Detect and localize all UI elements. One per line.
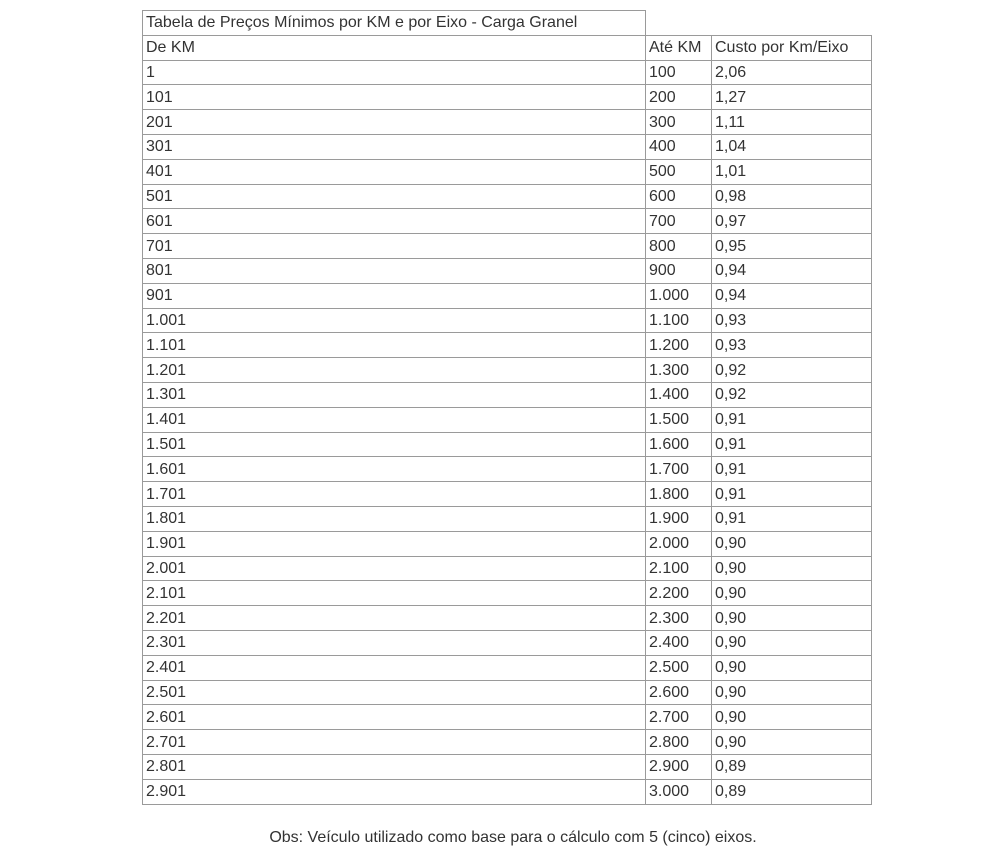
cell-ate-km: 1.000 xyxy=(646,283,712,308)
table-row xyxy=(143,85,872,110)
table-row xyxy=(143,606,872,631)
table-row xyxy=(143,234,872,259)
cell-custo: 0,90 xyxy=(712,556,872,581)
cell-de-km: 1.901 xyxy=(143,531,646,556)
cell-de-km: 1.401 xyxy=(143,407,646,432)
table-row xyxy=(143,531,872,556)
cell-custo: 0,89 xyxy=(712,754,872,779)
cell-de-km: 2.101 xyxy=(143,581,646,606)
cell-de-km: 1.101 xyxy=(143,333,646,358)
table-row xyxy=(143,730,872,755)
table-row xyxy=(143,630,872,655)
cell-custo: 0,90 xyxy=(712,531,872,556)
cell-custo: 0,90 xyxy=(712,606,872,631)
cell-ate-km: 2.700 xyxy=(646,705,712,730)
cell-de-km: 501 xyxy=(143,184,646,209)
cell-ate-km: 2.300 xyxy=(646,606,712,631)
cell-de-km: 801 xyxy=(143,258,646,283)
table-row xyxy=(143,754,872,779)
cell-de-km: 101 xyxy=(143,85,646,110)
cell-de-km: 601 xyxy=(143,209,646,234)
cell-ate-km: 400 xyxy=(646,134,712,159)
cell-custo: 0,90 xyxy=(712,705,872,730)
cell-custo: 0,97 xyxy=(712,209,872,234)
cell-de-km: 2.301 xyxy=(143,630,646,655)
table-row xyxy=(143,60,872,85)
cell-ate-km: 2.500 xyxy=(646,655,712,680)
cell-ate-km: 300 xyxy=(646,110,712,135)
table-row xyxy=(143,134,872,159)
cell-ate-km: 700 xyxy=(646,209,712,234)
cell-de-km: 2.801 xyxy=(143,754,646,779)
cell-de-km: 2.901 xyxy=(143,779,646,804)
cell-de-km: 1.801 xyxy=(143,506,646,531)
cell-ate-km: 1.900 xyxy=(646,506,712,531)
cell-custo: 0,90 xyxy=(712,655,872,680)
cell-custo: 0,91 xyxy=(712,482,872,507)
table-row xyxy=(143,308,872,333)
cell-de-km: 1.201 xyxy=(143,358,646,383)
cell-de-km: 2.401 xyxy=(143,655,646,680)
cell-ate-km: 2.600 xyxy=(646,680,712,705)
cell-de-km: 2.001 xyxy=(143,556,646,581)
cell-ate-km: 1.400 xyxy=(646,382,712,407)
table-row xyxy=(143,283,872,308)
cell-custo: 0,98 xyxy=(712,184,872,209)
cell-ate-km: 2.400 xyxy=(646,630,712,655)
cell-ate-km: 2.200 xyxy=(646,581,712,606)
cell-ate-km: 1.200 xyxy=(646,333,712,358)
table-row xyxy=(143,432,872,457)
cell-custo: 1,04 xyxy=(712,134,872,159)
cell-ate-km: 2.800 xyxy=(646,730,712,755)
table-row xyxy=(143,382,872,407)
header-de-km: De KM xyxy=(143,35,646,60)
table-row xyxy=(143,159,872,184)
cell-ate-km: 1.800 xyxy=(646,482,712,507)
cell-custo: 0,95 xyxy=(712,234,872,259)
cell-ate-km: 1.100 xyxy=(646,308,712,333)
table-row xyxy=(143,655,872,680)
table-row xyxy=(143,457,872,482)
cell-custo: 2,06 xyxy=(712,60,872,85)
cell-custo: 1,01 xyxy=(712,159,872,184)
cell-de-km: 2.201 xyxy=(143,606,646,631)
cell-custo: 0,90 xyxy=(712,581,872,606)
cell-de-km: 1 xyxy=(143,60,646,85)
table-row xyxy=(143,333,872,358)
cell-ate-km: 3.000 xyxy=(646,779,712,804)
cell-custo: 0,91 xyxy=(712,457,872,482)
cell-ate-km: 600 xyxy=(646,184,712,209)
cell-ate-km: 1.600 xyxy=(646,432,712,457)
cell-custo: 0,89 xyxy=(712,779,872,804)
cell-custo: 0,90 xyxy=(712,730,872,755)
cell-custo: 0,90 xyxy=(712,680,872,705)
cell-de-km: 701 xyxy=(143,234,646,259)
table-title: Tabela de Preços Mínimos por KM e por Eixo - Carga Granel xyxy=(143,11,646,36)
cell-ate-km: 100 xyxy=(646,60,712,85)
table-row xyxy=(143,358,872,383)
cell-custo: 0,91 xyxy=(712,407,872,432)
cell-ate-km: 1.500 xyxy=(646,407,712,432)
cell-custo: 0,91 xyxy=(712,432,872,457)
cell-ate-km: 200 xyxy=(646,85,712,110)
cell-de-km: 2.601 xyxy=(143,705,646,730)
table-row xyxy=(143,680,872,705)
cell-ate-km: 900 xyxy=(646,258,712,283)
table-row xyxy=(143,209,872,234)
cell-ate-km: 500 xyxy=(646,159,712,184)
cell-ate-km: 2.100 xyxy=(646,556,712,581)
cell-custo: 0,94 xyxy=(712,258,872,283)
table-row xyxy=(143,779,872,804)
cell-custo: 1,27 xyxy=(712,85,872,110)
cell-custo: 0,93 xyxy=(712,308,872,333)
cell-ate-km: 1.700 xyxy=(646,457,712,482)
table-row xyxy=(143,581,872,606)
table-row xyxy=(143,506,872,531)
table-row xyxy=(143,407,872,432)
cell-de-km: 2.701 xyxy=(143,730,646,755)
table-title-row xyxy=(143,11,872,36)
cell-de-km: 1.301 xyxy=(143,382,646,407)
cell-de-km: 1.701 xyxy=(143,482,646,507)
cell-custo: 0,91 xyxy=(712,506,872,531)
cell-de-km: 401 xyxy=(143,159,646,184)
header-ate-km: Até KM xyxy=(646,35,712,60)
cell-custo: 0,92 xyxy=(712,358,872,383)
table-row xyxy=(143,482,872,507)
cell-ate-km: 800 xyxy=(646,234,712,259)
cell-de-km: 1.601 xyxy=(143,457,646,482)
footnote: Obs: Veículo utilizado como base para o cálculo com 5 (cinco) eixos. xyxy=(269,829,757,846)
cell-de-km: 301 xyxy=(143,134,646,159)
cell-de-km: 1.501 xyxy=(143,432,646,457)
cell-custo: 0,90 xyxy=(712,630,872,655)
cell-ate-km: 2.000 xyxy=(646,531,712,556)
table-row xyxy=(143,258,872,283)
price-table-container xyxy=(142,10,872,805)
cell-custo: 0,92 xyxy=(712,382,872,407)
cell-de-km: 901 xyxy=(143,283,646,308)
table-header-row xyxy=(143,35,872,60)
table-title-empty-cell xyxy=(646,11,872,36)
price-table xyxy=(142,10,872,805)
cell-de-km: 2.501 xyxy=(143,680,646,705)
cell-custo: 0,93 xyxy=(712,333,872,358)
table-row xyxy=(143,110,872,135)
cell-ate-km: 2.900 xyxy=(646,754,712,779)
header-custo-por-km-eixo: Custo por Km/Eixo xyxy=(712,35,872,60)
cell-ate-km: 1.300 xyxy=(646,358,712,383)
table-row xyxy=(143,556,872,581)
table-row xyxy=(143,184,872,209)
cell-custo: 0,94 xyxy=(712,283,872,308)
cell-de-km: 201 xyxy=(143,110,646,135)
cell-custo: 1,11 xyxy=(712,110,872,135)
cell-de-km: 1.001 xyxy=(143,308,646,333)
table-row xyxy=(143,705,872,730)
